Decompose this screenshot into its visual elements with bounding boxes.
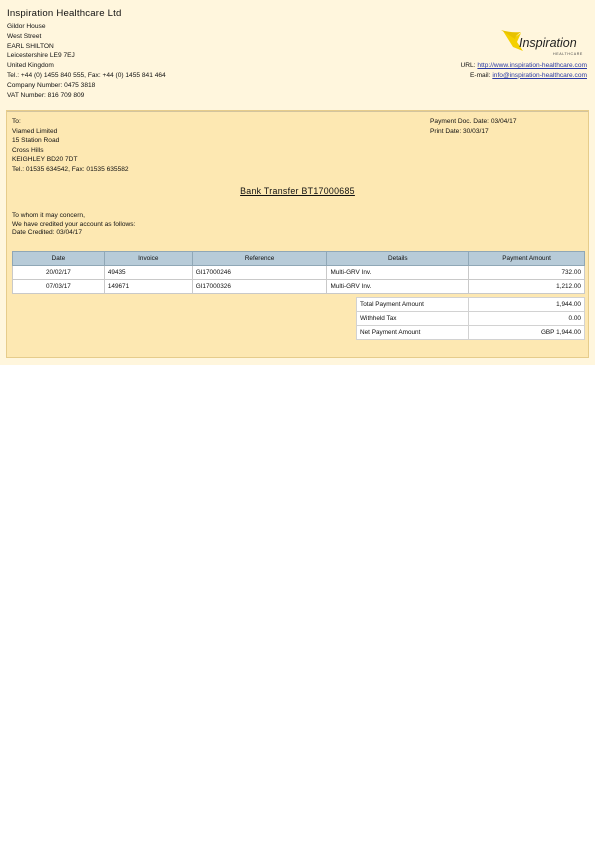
- cell-amount: 732.00: [469, 266, 585, 280]
- payment-table: [12, 251, 585, 294]
- recipient-line: 15 Station Road: [12, 137, 60, 145]
- cell-date: 20/02/17: [13, 266, 105, 280]
- totals-table: [356, 297, 585, 340]
- cell-details: Multi-GRV Inv.: [327, 280, 469, 294]
- to-label: To:: [12, 118, 21, 125]
- company-address-line: Leicestershire LE9 7EJ: [7, 52, 75, 60]
- recipient-line: Viamed Limited: [12, 127, 58, 135]
- company-phone: Tel.: +44 (0) 1455 840 555, Fax: +44 (0) 1455 841 464: [7, 71, 166, 79]
- cell-reference: GI17000326: [192, 280, 327, 294]
- cell-date: 07/03/17: [13, 280, 105, 294]
- cell-invoice: 49435: [104, 266, 192, 280]
- cell-reference: GI17000246: [192, 266, 327, 280]
- document-title-text: Bank Transfer BT17000685: [240, 186, 355, 196]
- cell-details: Multi-GRV Inv.: [327, 266, 469, 280]
- column-header-details: Details: [327, 252, 469, 266]
- date-credited: Date Credited: 03/04/17: [12, 229, 83, 237]
- company-address-line: EARL SHILTON: [7, 42, 54, 50]
- intro-line: We have credited your account as follows:: [12, 220, 136, 228]
- inspiration-logo-icon: [501, 27, 589, 61]
- remittance-box: [6, 110, 589, 358]
- email-label: E-mail:: [469, 71, 491, 79]
- withheld-tax-value: 0.00: [468, 312, 584, 326]
- withheld-tax-label: Withheld Tax: [357, 312, 469, 326]
- intro-text: [12, 212, 135, 238]
- column-header-reference: Reference: [192, 252, 327, 266]
- column-header-payment-amount: Payment Amount: [469, 252, 585, 266]
- table-row: [13, 266, 585, 280]
- dates-block: [430, 117, 517, 136]
- website-link[interactable]: http://www.inspiration-healthcare.com: [477, 62, 587, 69]
- column-header-invoice: Invoice: [104, 252, 192, 266]
- intro-line: To whom it may concern,: [12, 212, 85, 219]
- withheld-tax-row: [357, 312, 585, 326]
- table-header-row: [13, 252, 585, 266]
- web-contact: [461, 61, 587, 80]
- company-address-line: Gildor House: [7, 23, 46, 30]
- cell-amount: 1,212.00: [469, 280, 585, 294]
- recipient-line: KEIGHLEY BD20 7DT: [12, 156, 78, 164]
- email-line: [461, 71, 587, 81]
- url-line: [461, 61, 587, 71]
- total-payment-row: [357, 298, 585, 312]
- total-payment-label: Total Payment Amount: [357, 298, 469, 312]
- company-address-line: West Street: [7, 32, 42, 40]
- net-payment-label: Net Payment Amount: [357, 326, 469, 340]
- recipient-phone: Tel.: 01535 634542, Fax: 01535 635582: [12, 165, 129, 173]
- document-title: [7, 186, 588, 196]
- letterhead-band: [0, 0, 595, 365]
- vat-number: VAT Number: 816 709 809: [7, 91, 85, 99]
- company-number: Company Number: 0475 3818: [7, 81, 96, 89]
- company-address-line: United Kingdom: [7, 62, 54, 70]
- recipient-block: [12, 117, 272, 175]
- recipient-line: Cross Hills: [12, 146, 44, 154]
- net-payment-row: [357, 326, 585, 340]
- table-row: [13, 280, 585, 294]
- payment-doc-date: Payment Doc. Date: 03/04/17: [430, 118, 517, 125]
- print-date: Print Date: 30/03/17: [430, 127, 489, 135]
- cell-invoice: 149671: [104, 280, 192, 294]
- net-payment-value: GBP 1,944.00: [468, 326, 584, 340]
- company-block: [7, 8, 307, 100]
- total-payment-value: 1,944.00: [468, 298, 584, 312]
- logo-text: Inspiration: [519, 36, 577, 50]
- email-link[interactable]: info@inspiration-healthcare.com: [492, 71, 587, 79]
- company-name: Inspiration Healthcare Ltd: [7, 8, 122, 19]
- url-label: URL:: [460, 62, 476, 69]
- column-header-date: Date: [13, 252, 105, 266]
- logo-subtext: HEALTHCARE: [553, 52, 583, 56]
